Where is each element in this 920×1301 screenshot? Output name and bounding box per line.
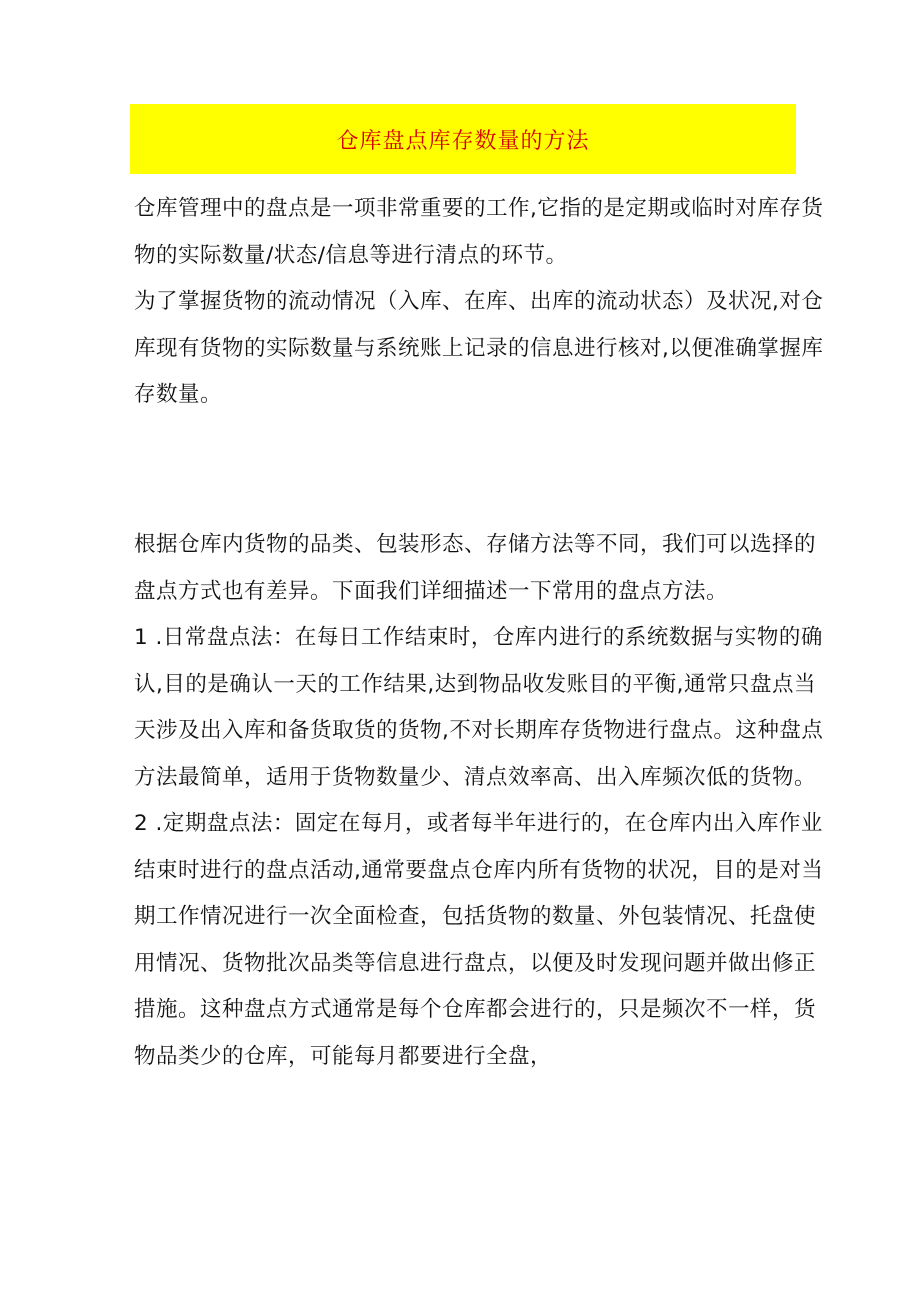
daily-inventory-paragraph: 1 .日常盘点法：在每日工作结束时，仓库内进行的系统数据与实物的确认,目的是确认一天的工作结果,达到物品收发账目的平衡,通常只盘点当天涉及出入库和备货取货的货物,不对长期库存货物进行盘点。这种盘点方法最简单，适用于货物数量少、清点效率高、出入库频次低的货物。 [134, 625, 824, 790]
title-banner [130, 104, 796, 174]
document-title: 仓库盘点库存数量的方法 [336, 128, 590, 154]
intro-paragraph-2: 为了掌握货物的流动情况（入库、在库、出库的流动状态）及状况,对仓库现有货物的实际数量与系统账上记录的信息进行核对,以便准确掌握库存数量。 [134, 289, 824, 407]
methods-intro-paragraph: 根据仓库内货物的品类、包装形态、存储方法等不同，我们可以选择的盘点方式也有差异。下面我们详细描述一下常用的盘点方法。 [134, 532, 817, 604]
methods-section [134, 522, 824, 1080]
intro-paragraph-1: 仓库管理中的盘点是一项非常重要的工作,它指的是定期或临时对库存货物的实际数量/状态/信息等进行清点的环节。 [134, 196, 824, 268]
intro-section [134, 186, 824, 419]
periodic-inventory-paragraph: 2 .定期盘点法：固定在每月，或者每半年进行的，在仓库内出入库作业结束时进行的盘点活动,通常要盘点仓库内所有货物的状况，目的是对当期工作情况进行一次全面检查，包括货物的数量、外包装情况、托盘使用情况、货物批次品类等信息进行盘点，以便及时发现问题并做出修正措施。这种盘点方式通常是每个仓库都会进行的，只是频次不一样，货物品类少的仓库，可能每月都要进行全盘， [134, 811, 824, 1069]
